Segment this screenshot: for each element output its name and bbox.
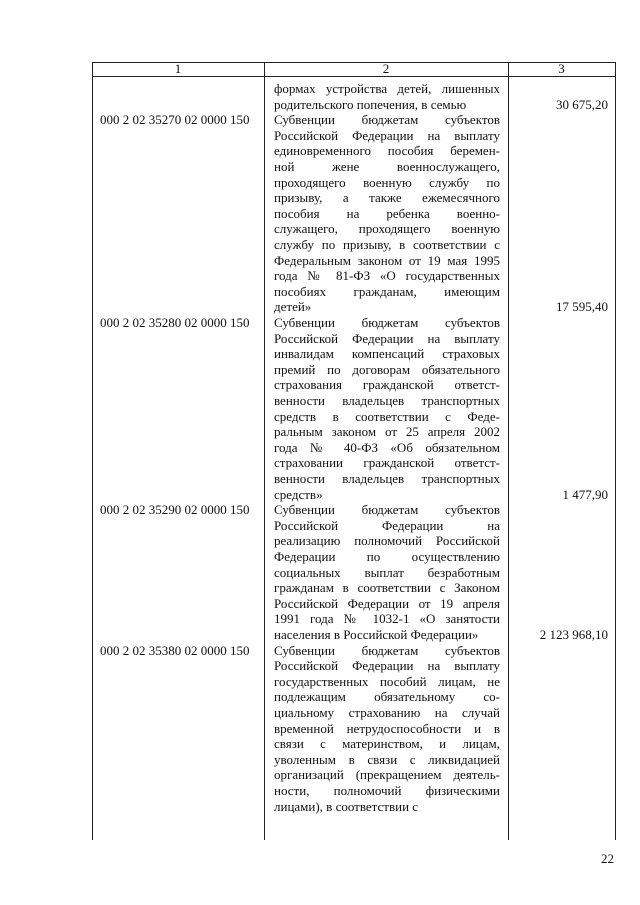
description-line: средств» [274, 486, 323, 502]
description-line: ности, полномочий физическими [274, 782, 500, 798]
row-description [274, 502, 500, 642]
description-line: года № 81-ФЗ «О государственных [274, 268, 500, 284]
description-line: служащего, проходящего военную [274, 221, 500, 237]
table-border-right [615, 62, 616, 840]
description-line: Субвенции бюджетам субъектов [274, 315, 500, 330]
description-line: средств в соответствии с Феде- [274, 408, 500, 424]
row-description [274, 112, 500, 315]
description-line: Субвенции бюджетам субъектов [274, 502, 500, 518]
description-line: социальных выплат безработным [274, 564, 500, 580]
description-line: реализацию полномочий Российской [274, 533, 500, 549]
row-amount: 1 477,90 [562, 486, 608, 502]
description-line: единовременного пособия беремен- [274, 143, 500, 159]
description-line: гражданам в соответствии с Законом [274, 580, 500, 596]
column-divider-2 [508, 62, 509, 840]
description-line: инвалидам компенсаций страховых [274, 346, 500, 362]
description-line: организаций (прекращением деятель- [274, 767, 500, 783]
description-line: уволенным в связи с ликвидацией [274, 751, 500, 767]
description-line: 1991 года № 1032-1 «О занятости [274, 611, 500, 627]
description-line: страховании гражданской ответст- [274, 455, 500, 471]
description-line: страхования гражданской ответст- [274, 377, 500, 393]
row-amount: 17 595,40 [556, 299, 608, 315]
description-line: ной жене военнослужащего, [274, 158, 500, 174]
description-line: детей» [274, 299, 312, 315]
description-line: Субвенции бюджетам субъектов [274, 112, 500, 128]
table-border-left [92, 62, 93, 840]
description-line: формах устройства детей, лишенных [274, 81, 500, 96]
column-header-3: 3 [558, 61, 565, 76]
description-line: пособия на ребенка военно- [274, 205, 500, 221]
description-line: года № 40-ФЗ «Об обязательном [274, 439, 500, 455]
row-amount: 2 123 968,10 [539, 627, 608, 642]
description-line: Российской Федерации на выплату [274, 330, 500, 346]
description-line: подлежащим обязательному со- [274, 689, 500, 705]
page-number: 22 [601, 851, 614, 866]
description-line: венности владельцев транспортных [274, 470, 500, 486]
description-line: службу по призыву, в соответствии с [274, 236, 500, 252]
description-line: Федеральным законом от 19 мая 1995 [274, 252, 500, 268]
description-line: Российской Федерации на выплату [274, 658, 500, 674]
description-line: венности владельцев транспортных [274, 392, 500, 408]
description-line: Российской Федерации на выплату [274, 127, 500, 143]
row-description [274, 315, 500, 502]
description-line: лицами), в соответствии с [274, 798, 419, 814]
description-line: временной нетрудоспособности и в [274, 720, 500, 736]
row-description [274, 643, 500, 815]
description-line: населения в Российской Федерации» [274, 626, 479, 642]
row-code: 000 2 02 35380 02 0000 150 [100, 642, 250, 658]
row-code: 000 2 02 35280 02 0000 150 [100, 315, 250, 330]
description-line: призыву, а также ежемесячного [274, 190, 500, 206]
description-line: родительского попечения, в семью [274, 96, 467, 112]
description-line: ральным законом от 25 апреля 2002 [274, 424, 500, 440]
description-line: Федерации по осуществлению [274, 548, 500, 564]
row-description [274, 81, 500, 112]
column-header-2: 2 [382, 61, 390, 76]
description-line: проходящего военную службу по [274, 174, 500, 190]
description-line: государственных пособий лицам, не [274, 673, 500, 689]
description-line: Российской Федерации от 19 апреля [274, 595, 500, 611]
description-line: Российской Федерации на [274, 517, 500, 533]
budget-table [92, 62, 616, 840]
description-line: премий по договорам обязательного [274, 361, 500, 377]
row-amount: 30 675,20 [556, 96, 608, 112]
description-line: циальному страхованию на случай [274, 704, 500, 720]
description-line: Субвенции бюджетам субъектов [274, 642, 500, 658]
header-divider [92, 76, 616, 77]
description-line: пособиях гражданам, имеющим [274, 283, 500, 299]
row-code: 000 2 02 35270 02 0000 150 [100, 112, 250, 128]
description-line: связи с материнством, и лицам, [274, 736, 500, 752]
row-code: 000 2 02 35290 02 0000 150 [100, 502, 250, 518]
column-divider-1 [264, 62, 265, 840]
column-header-1: 1 [174, 61, 182, 76]
